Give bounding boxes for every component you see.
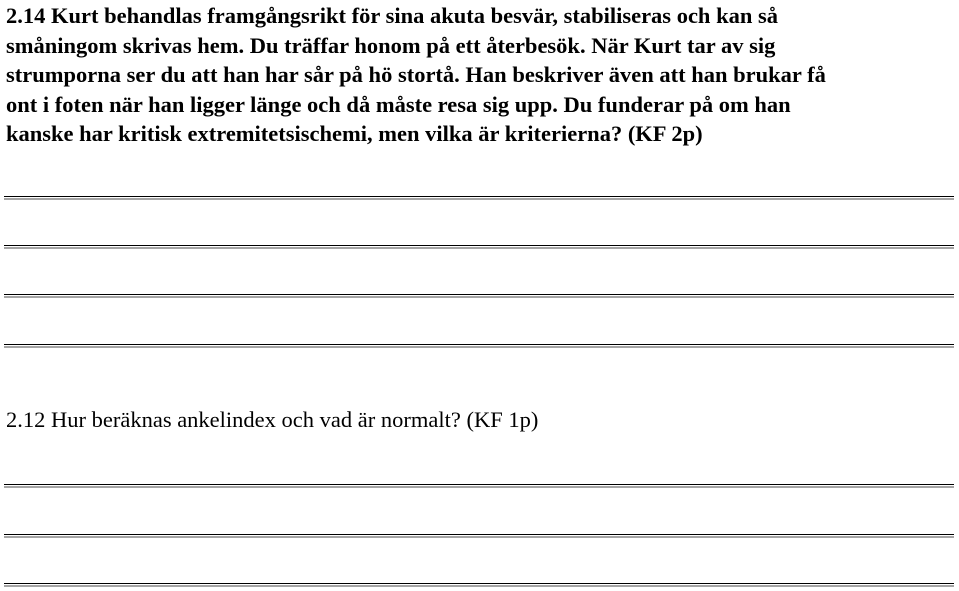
- question-text-line: 2.14 Kurt behandlas framgångsrikt för sina akuta besvär, stabiliseras och kan så: [6, 3, 778, 28]
- answer-line: [4, 534, 954, 535]
- answer-line: [4, 245, 954, 246]
- question-text-line: kanske har kritisk extremitetsischemi, men vilka är kriterierna? (KF 2p): [6, 121, 703, 147]
- question-text-line: 2.12 Hur beräknas ankelindex och vad är normalt? (KF 1p): [6, 407, 539, 432]
- answer-line: [4, 583, 954, 584]
- question-text-line: småningom skrivas hem. Du träffar honom på ett återbesök. När Kurt tar av sig: [6, 32, 776, 58]
- question-2-14: [6, 1, 826, 149]
- answer-line: [4, 294, 954, 295]
- answer-line: [4, 344, 954, 345]
- answer-line: [4, 196, 954, 197]
- question-2-12: [6, 405, 538, 435]
- question-text-line: strumporna ser du att han har sår på hö stortå. Han beskriver även att han brukar få: [6, 62, 826, 88]
- question-text-line: ont i foten när han ligger länge och då måste resa sig upp. Du funderar på om han: [6, 91, 791, 117]
- answer-line: [4, 484, 954, 485]
